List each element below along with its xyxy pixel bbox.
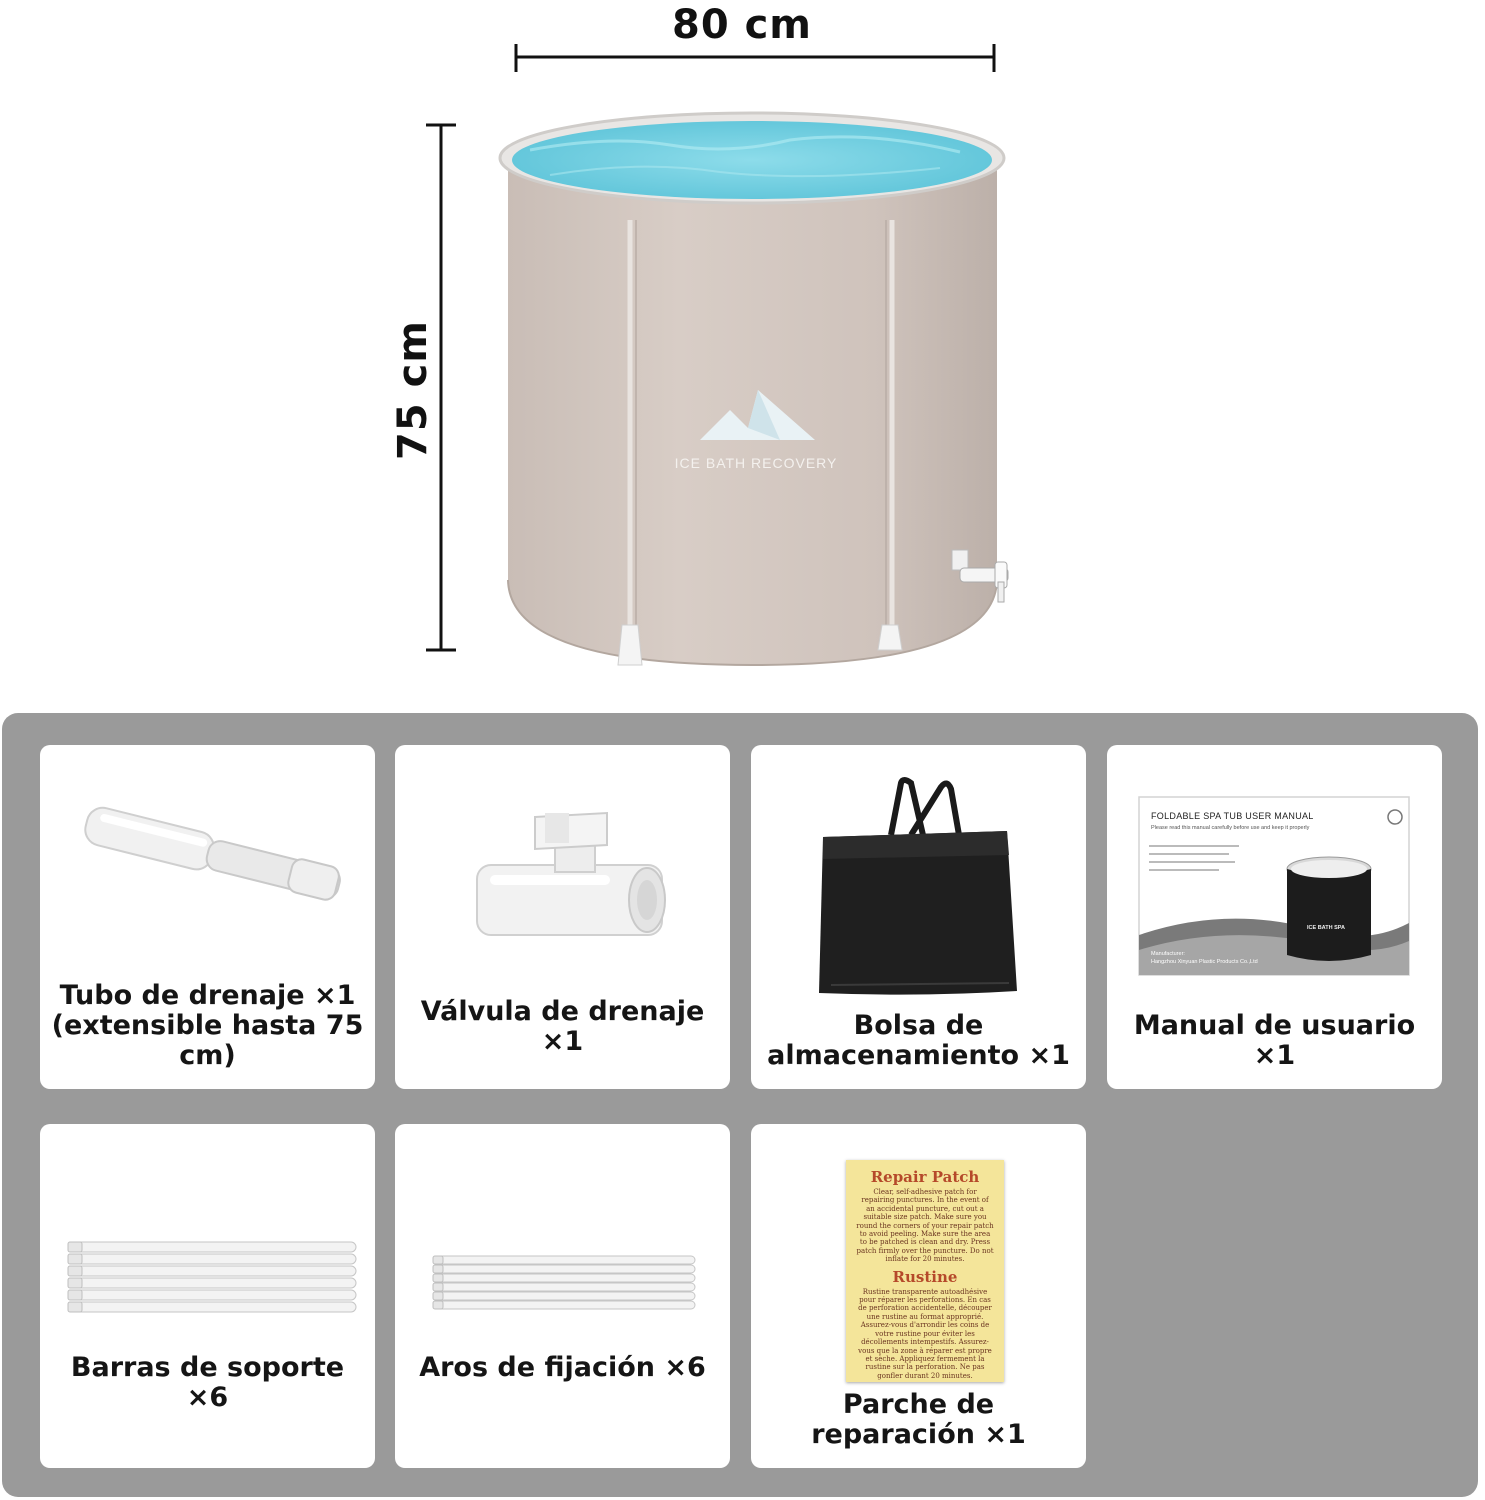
patch-heading-en: Repair Patch [870, 1168, 980, 1186]
height-label: 75 cm [390, 320, 436, 460]
manual-subtitle: Please read this manual carefully before use and keep it properly [1151, 825, 1310, 831]
item-caption: Parche de reparación ×1 [811, 1389, 1026, 1450]
ice-bath-tub-image [490, 110, 1050, 680]
support-bar-cap [68, 1254, 82, 1264]
support-bar [68, 1278, 356, 1288]
width-label: 80 cm [672, 2, 812, 48]
support-bar [68, 1254, 356, 1264]
repair-patch-image [846, 1160, 1004, 1382]
fixing-ring-cap [433, 1283, 443, 1291]
fixing-rings-icon [395, 1124, 730, 1354]
fixing-ring [433, 1265, 695, 1273]
manual-title: FOLDABLE SPA TUB USER MANUAL [1151, 811, 1314, 821]
support-bar [68, 1242, 356, 1252]
patch-body-en: Clear, self-adhesive patch for repairing punctures. In the event of an accidental puncture, cut out a suitable size patch. Make sure you round the corners of your repair patch to avoid peeling. Make sure the area to be patched is clean and dry. Press patch firmly over the puncture. Do not inflate for 20 minutes. [856, 1188, 994, 1264]
drain-valve-icon [395, 745, 730, 975]
item-caption: Barras de soporte ×6 [70, 1352, 345, 1413]
support-bars-icon [40, 1124, 375, 1354]
item-caption: Aros de fijación ×6 [419, 1352, 706, 1383]
fixing-ring [433, 1256, 695, 1264]
item-caption: Tubo de drenaje ×1 (extensible hasta 75 cm) [51, 980, 364, 1071]
item-card-repair-patch [751, 1124, 1086, 1468]
fixing-ring [433, 1283, 695, 1291]
support-bar-cap [68, 1242, 82, 1252]
storage-bag-icon [751, 745, 1086, 1005]
item-card-user-manual [1107, 745, 1442, 1089]
fixing-ring [433, 1301, 695, 1309]
fixing-ring-cap [433, 1301, 443, 1309]
support-bar [68, 1290, 356, 1300]
item-card-fixing-rings [395, 1124, 730, 1468]
drain-tube-icon [40, 745, 375, 975]
fixing-ring-cap [433, 1265, 443, 1273]
user-manual-image [1107, 745, 1442, 985]
support-bar-cap [68, 1278, 82, 1288]
manual-tub-label: ICE BATH SPA [1307, 925, 1345, 931]
manual-maker-label: Manufacturer: [1151, 951, 1185, 957]
item-caption: Bolsa de almacenamiento ×1 [767, 1010, 1070, 1071]
support-bar-cap [68, 1302, 82, 1312]
fixing-ring-cap [433, 1292, 443, 1300]
patch-body-fr: Rustine transparente autoadhésive pour réparer les perforations. En cas de perforation accidentelle, découper une rustine au format approprié. Assurez-vous d'arrondir les coins de votre rustine pour éviter les décollements intempestifs. Assurez-vous que la zone à réparer est propre et sèche. Appliquez fermement la rustine sur la perforation. Ne pas gonfler durant 20 minutes. [858, 1287, 992, 1380]
support-bar-cap [68, 1266, 82, 1276]
item-caption: Manual de usuario ×1 [1133, 1010, 1416, 1071]
item-card-storage-bag [751, 745, 1086, 1089]
support-bar [68, 1302, 356, 1312]
support-bar-cap [68, 1290, 82, 1300]
item-card-support-bars [40, 1124, 375, 1468]
fixing-ring-cap [433, 1256, 443, 1264]
support-bar [68, 1266, 356, 1276]
fixing-ring [433, 1292, 695, 1300]
item-card-drain-valve [395, 745, 730, 1089]
manual-maker-name: Hangzhou Xinyuan Plastic Products Co.,Ltd [1151, 959, 1258, 965]
fixing-ring [433, 1274, 695, 1282]
fixing-ring-cap [433, 1274, 443, 1282]
tub-brand-text: ICE BATH RECOVERY [674, 455, 838, 471]
item-card-drain-tube [40, 745, 375, 1089]
patch-heading-fr: Rustine [892, 1267, 958, 1286]
item-caption: Válvula de drenaje ×1 [420, 996, 705, 1057]
